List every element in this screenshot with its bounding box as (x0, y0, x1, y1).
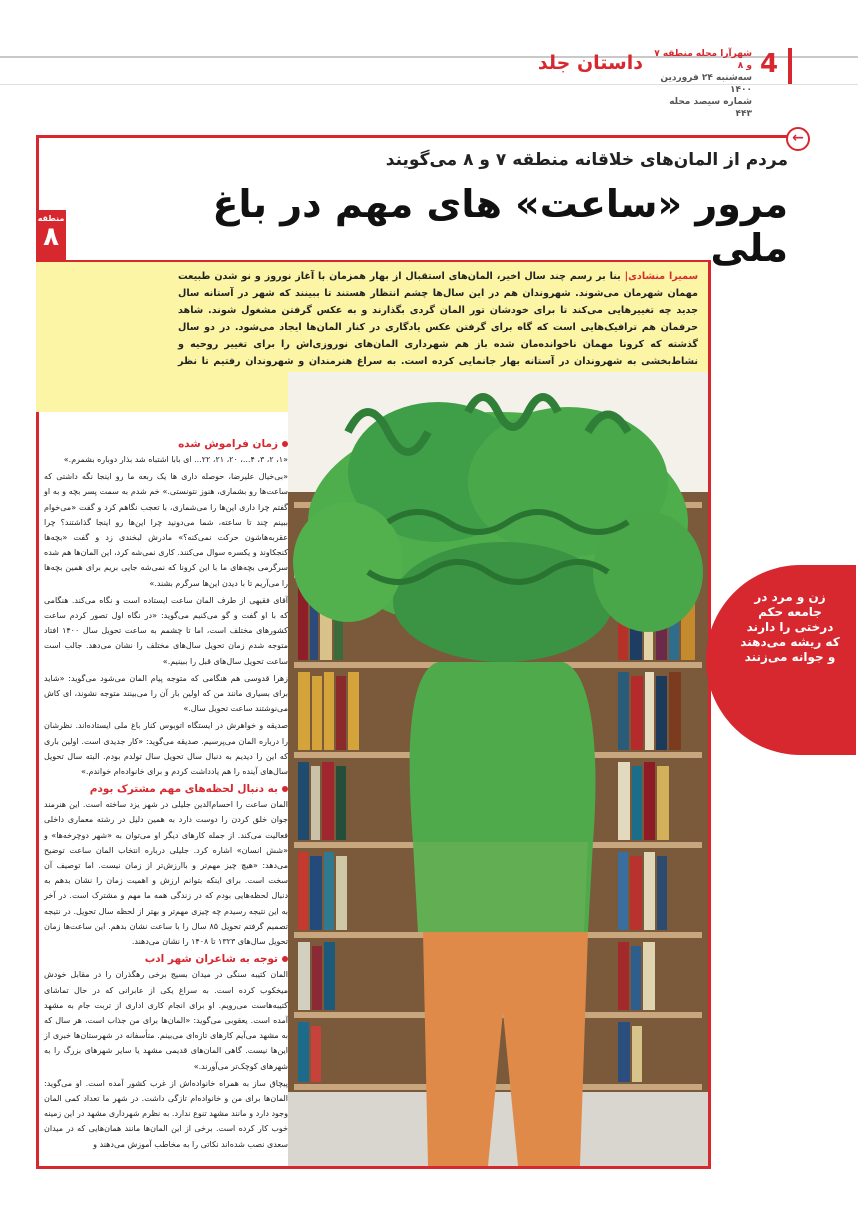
issue-info (652, 48, 752, 120)
issue-title: شهرآرا محله منطقه ۷ و ۸ (654, 49, 752, 71)
arrow-left-icon: ← (786, 127, 810, 151)
section-heading: زمان فراموش شده (44, 436, 288, 452)
region-badge-label: منطقه (37, 214, 65, 223)
page-number: 4 (759, 49, 779, 79)
paragraph: المان کتیبه سنگی در میدان بسیج برخی رهگذران را در مقابل خودش میخکوب کرده است. به سراغ یکی از عابرانی که در حال تماشای کتیبه‌هاست می‌رویم. او برای انجام کاری اداری از تربت جام به مشهد آمده است. یعقوبی می‌گوید: «المان‌ها برای من جذاب است، هر سال که به مشهد می‌آیم کارهای تازه‌ای می‌بینم. متأسفانه در شهرستان‌ها خبری از این‌ها نیست. گاهی المان‌های قدیمی مشهد یا سایر شهرهای بزرگ را به شهرهای کوچک‌تر می‌آورند.» (44, 970, 288, 1071)
article-headline: مرور «ساعت» های مهم در باغ ملی (212, 182, 788, 270)
article-kicker: مردم از المان‌های خلاقانه منطقه ۷ و ۸ می‌گویند (385, 150, 788, 170)
quote-callout: زن و مرد در جامعه حکم درختی را دارند که ریشه می‌دهند و جوانه می‌زنند (740, 590, 840, 664)
region-badge-number: ۸ (43, 222, 59, 252)
frame-top (36, 135, 800, 138)
floor (288, 1092, 708, 1166)
lead-paragraph: بنا بر رسم چند سال اخیر، المان‌های استقبال از بهار همزمان با آغاز نوروز و نو شدن طبیعت مهمان شهرمان می‌شوند. شهروندان هم در این سال‌ها چشم انتظار هستند تا ببینند که شهر در آستانه سال جدید چه تغییرهایی می‌کند تا برای خودشان تور المان گردی بگذارند و به عکس گرفتن مشغول شوند. شاهد حرفمان هم ترافیک‌هایی است که گاه برای گرفتن عکس یادگاری در کنار المان‌ها ایجاد می‌شود. در دو سال گذشته که کرونا مهمان ناخوانده‌مان شده باز هم شهرداری المان‌های نوروزی‌اش را برای تغییر روحیه و نشاط‌بخشی به شهروندان در آستانه بهار جانمایی کرده است. به سراغ هنرمندان و شهروندان رفتیم تا نظر (178, 271, 698, 367)
paragraph: «بی‌خیال علیرضا، حوصله داری ها یک ربعه ما رو اینجا نگه داشتی که ساعت‌ها رو بشماری، هنوز نتونستی.» خم شدم به سمت پسر بچه و به او گفتم چرا داری این‌ها را می‌شماری، با تعجب نگاهم کرد و گفت «می‌خوام ببینم چند تا ساعته، شما می‌دونید چرا این‌ها رو اینجا گذاشتند؟ چرا عقربه‌هاشون حرکت نمی‌کنه؟» مادرش لبخندی زد و گفت «بچه‌ها کنجکاوند و یکسره سوال می‌کنند. کاری نمی‌شه کرد، این المان‌ها هم شده سرگرمی بچه‌های ما با این کرونا که نمی‌شه جایی بریم برای همین بچه‌ها را می‌آریم تا با دیدن این‌ها سرگرم بشند.» (44, 472, 288, 588)
paragraph: المان ساعت را احسام‌الدین جلیلی در شهر یزد ساخته است. این هنرمند جوان خلق کردن را دوست دارد به همین دلیل در رشته معماری داخلی فعالیت می‌کند. از جمله کارهای دیگر او می‌توان به «شهر دوچرخه‌ها» و «شش انسان» اشاره کرد. جلیلی درباره انتخاب المان ساعت توضیح می‌دهد: «هیچ چیز مهم‌تر و باارزش‌تر از زمان نیست. اما توصیف آن سخت است. برای اینکه بتوانم ارزش و اهمیت زمان را نشان بدهم به دنبال لحظه‌هایی بودم که در زندگی همه ما مهم و مشترک است. در آخر به این نتیجه رسیدم چه چیزی مهم‌تر و بهتر از لحظه سال تحویل. در نتیجه تصمیم گرفتم تحویل ۸۵ سال را با ساعت نشان بدهم. این ساعت‌ها زمان تحویل سال‌های ۱۳۲۳ تا ۱۴۰۸ را نشان می‌دهند. (44, 800, 288, 947)
paragraph: صدیقه و خواهرش در ایستگاه اتوبوس کنار باغ ملی ایستاده‌اند. نظرشان را درباره المان می‌پرسیم. صدیقه می‌گوید: «کار جدیدی است. اولین باری که این را دیدیم به دنبال سال تحویل سال تولدم بودم. البته سال تحویل سال‌های آینده را هم یادداشت کردم و برای خانواده‌ام خواندم.» (44, 721, 288, 777)
section-heading: توجه به شاعران شهر ادب (44, 951, 288, 967)
issue-number: شماره سیصد محله ۴۴۳ (669, 97, 752, 119)
section-heading: به دنبال لحظه‌های مهم مشترک بودم (44, 781, 288, 797)
frame-bottom (36, 1166, 711, 1169)
region-badge (36, 210, 66, 264)
article-body (44, 436, 288, 1154)
lead-text (178, 268, 698, 387)
cover-photo (288, 372, 708, 1166)
issue-date: سه‌شنبه ۲۴ فروردین ۱۴۰۰ (660, 73, 752, 95)
section-label: داستان جلد (537, 52, 643, 74)
paragraph: «۱، ۲، ۳، ۴...، ۲۰، ۲۱، ۲۲... ای بابا اشتباه شد بذار دوباره بشمرم.» (63, 455, 288, 464)
paragraph: زهرا قدوسی هم هنگامی که متوجه پیام المان می‌شود می‌گوید: «شاید برای بسیاری مانند من که اولین بار آن را می‌بینند متوجه نشوند، ای کاش می‌نوشتند ساعت تحویل سال.» (44, 673, 288, 714)
page-number-bar (788, 48, 792, 84)
byline: سمیرا منشادی| (624, 271, 698, 282)
paragraph: پیچاق ساز به همراه خانواده‌اش از غرب کشور آمده است. او می‌گوید: المان‌ها برای من و خانواده‌ام تازگی داشت. در شهر ما تعداد کمی المان وجود دارد و مانند مشهد تنوع ندارد. به نظرم شهرداری مشهد در این زمینه خوب کار کرده است. برخی از این المان‌ها مانند همان‌هایی که در میدان سعدی نصب شده‌اند نکاتی را به مخاطب آموزش می‌دهند و (44, 1078, 288, 1149)
paragraph: آقای فقیهی از طرف المان ساعت ایستاده است و نگاه می‌کند. هنگامی که با او گفت و گو می‌کنیم می‌گوید: «در نگاه اول تصور کردم ساعت کشورهای مختلف است، اما تا چشمم به ساعت تحویل سال ۱۴۰۰ افتاد متوجه شدم زمان تحویل سال‌های مختلف را نشان می‌دهد. جالب است ساعت تحویل سال‌های قبل را ببینیم.» (44, 595, 288, 666)
